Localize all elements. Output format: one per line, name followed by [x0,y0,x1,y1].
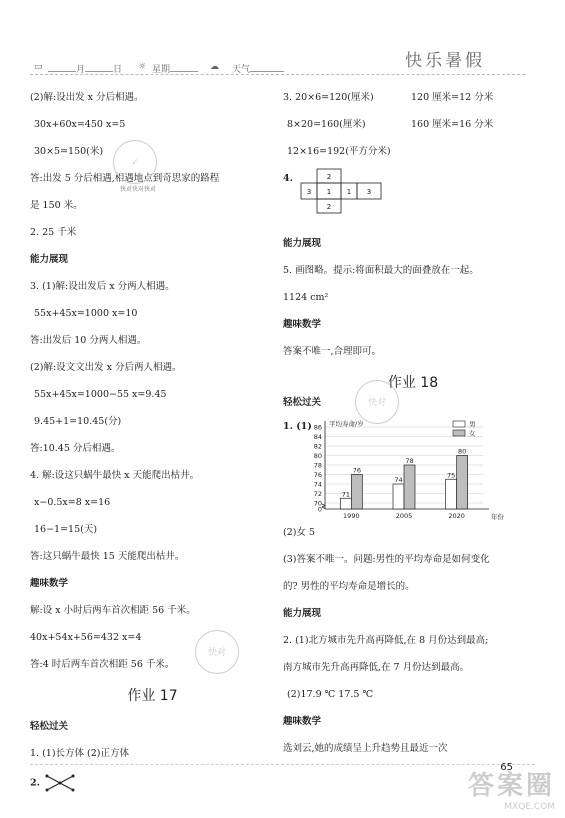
date-field: 月 日 [48,62,122,75]
svg-text:1: 1 [326,188,332,196]
legend-label: 女 [469,429,476,438]
y-tick-label: 82 [313,442,322,451]
answer-item: 3. 20×6=120(厘米) 120 厘米=12 分米 [283,92,494,103]
footer-divider [30,764,535,765]
life-expectancy-chart [303,417,513,523]
text-line: 40x+54x+56=432 x=4 [30,632,142,643]
svg-text:2: 2 [326,173,332,181]
data-label: 76 [352,466,361,475]
weather-field: 天气 [232,62,284,75]
homework-heading: 作业 18 [387,375,439,391]
y-tick-label: 86 [313,423,322,432]
y-tick-label: 76 [313,471,322,479]
text-line: 答:这只蜗牛最快 15 天能爬出枯井。 [30,551,185,562]
answer-item: 4. 解:设这只蜗牛最快 x 天能爬出枯井。 [30,470,200,481]
y-tick-label: 0 [317,505,322,514]
text-line: 12×16=192(平方分米) [287,146,391,157]
text-line: 55x+45x=1000−55 x=9.45 [34,389,167,400]
left-column [30,90,275,795]
chart-title: 平均寿命/岁 [329,420,364,428]
legend-label: 男 [469,420,476,429]
y-tick-label: 74 [313,480,322,489]
y-tick-label: 78 [313,461,322,470]
stamp-watermark: ✓ [113,140,157,184]
calendar-icon: ▭ [34,62,43,72]
section-heading: 趣味数学 [283,319,322,330]
answer-item: 1. (1)长方体 (2)正方体 [30,748,130,759]
data-label: 71 [341,490,350,499]
bar [351,475,362,510]
text-line: 南方城市先升高再降低,在 7 月份达到最高。 [283,662,470,673]
text-line: 答:4 时后两车首次相距 56 千米。 [30,659,175,670]
data-label: 74 [394,476,403,484]
answer-item [283,417,543,525]
text-line: (2)解:设出发 x 分后相遇。 [30,92,144,103]
text-line: 9.45+1=10.45(分) [34,416,122,427]
right-column [283,90,543,757]
weekday-field: 星期 [152,62,198,75]
bar [404,465,415,509]
answer-item: 3. (1)解:设出发后 x 分两人相遇。 [30,281,175,292]
box-net-figure [293,167,393,219]
stamp-watermark: 快对 [195,630,239,674]
answer-item: 4. 2 3 1 1 3 2 [283,171,543,225]
stamp-watermark: 快对 [355,380,399,424]
answer-item: 2. 25 千米 [30,227,77,238]
axis-break-mark [322,504,325,509]
cloud-icon: ☁ [210,62,219,72]
section-heading: 轻松过关 [30,721,69,732]
legend-swatch [453,430,465,436]
bar [457,456,468,510]
x-tick-label: 1990 [343,512,360,520]
text-line: 30x+60x=450 x=5 [34,119,126,130]
page-title: 快乐暑假 [405,51,485,71]
text-line: (2)解:设文文出发 x 分后两人相遇。 [30,362,182,373]
data-label: 75 [447,471,456,480]
text-line: 8×20=160(厘米) 160 厘米=16 分米 [287,119,494,130]
text-line: 选刘云,她的成绩呈上升趋势且最近一次 [283,743,448,754]
x-axis-label: 年份 [491,513,504,521]
answer-item: 2. (1)北方城市先升高再降低,在 8 月份达到最高; [283,635,489,646]
y-tick-label: 70 [313,499,322,508]
text-line: 答:10.45 分后相遇。 [30,443,121,454]
header-divider [30,74,525,80]
text-line: 的? 男性的平均寿命是增长的。 [283,581,415,592]
data-label: 78 [405,457,414,465]
text-line: 1124 cm² [283,292,329,303]
y-tick-label: 84 [313,433,322,441]
watermark-logo: 答案圈 MXQE.COM [467,771,555,812]
section-heading: 能力展现 [30,254,69,265]
svg-text:3: 3 [366,188,372,196]
svg-text:1: 1 [346,188,352,196]
section-heading: 轻松过关 [283,397,322,408]
legend-swatch [453,421,465,427]
y-tick-label: 80 [313,452,322,460]
section-heading: 能力展现 [283,238,322,249]
text-line: 是 150 米。 [30,200,83,211]
text-line: 16−1=15(天) [34,524,98,535]
text-line: 30×5=150(米) [34,146,104,157]
svg-text:3: 3 [306,188,312,196]
text-line: x−0.5x=8 x=16 [34,497,111,508]
data-label: 80 [458,447,467,456]
text-line: 55x+45x=1000 x=10 [34,308,138,319]
section-heading: 能力展现 [283,608,322,619]
bar [446,479,457,509]
text-line: (3)答案不唯一。问题:男性的平均寿命是如何变化 [283,554,490,565]
text-line: 答案不唯一,合理即可。 [283,346,382,357]
x-tick-label: 2020 [448,512,465,520]
text-line: (2)17.9 ℃ 17.5 ℃ [287,689,374,700]
section-heading: 趣味数学 [283,716,322,727]
text-line: 解:设 x 小时后两车首次相距 56 千米。 [30,605,196,616]
page-number: 65 [500,762,513,773]
bar [393,484,404,509]
svg-text:2: 2 [326,203,332,211]
section-heading: 趣味数学 [30,578,69,589]
text-line: 答:出发后 10 分两人相遇。 [30,335,147,346]
bar [340,498,351,509]
x-tick-label: 2005 [395,512,413,520]
page-header [0,40,565,80]
y-tick-label: 72 [313,490,322,498]
homework-heading: 作业 17 [127,688,178,704]
sun-icon: ☼ [138,62,147,72]
answer-item: 5. 画图略。提示:将面积最大的面叠放在一起。 [283,265,479,276]
text-line: (2)女 5 [283,527,316,538]
text-line: 答:出发 5 分后相遇,相遇地点到奇思家的路程 [30,173,220,184]
answer-item: 2. [30,773,275,795]
matching-lines-figure [43,773,77,793]
question-number: 1. (1) [283,421,312,432]
stamp-caption: 快对快对快对 [120,186,157,193]
